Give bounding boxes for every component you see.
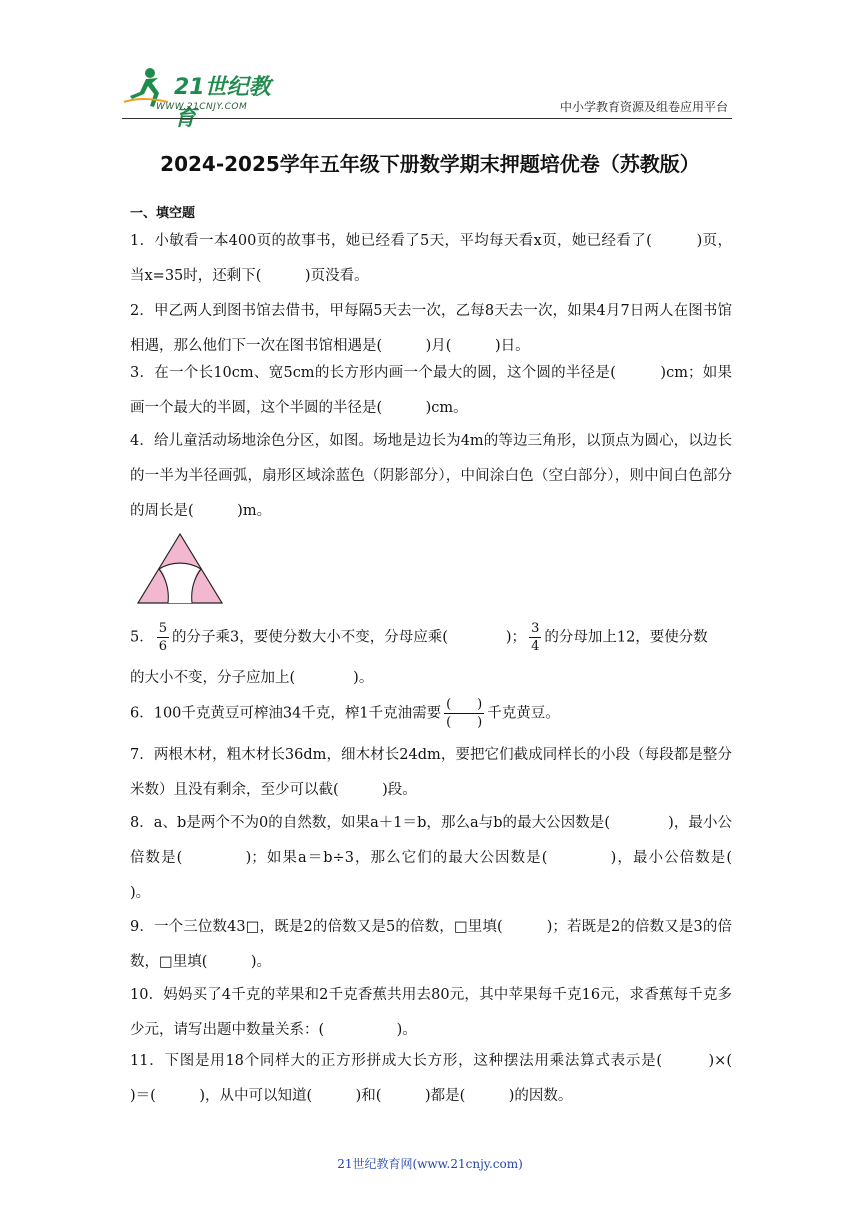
q6-text-a: 6．100千克黄豆可榨油34千克，榨1千克油需要 xyxy=(130,705,442,722)
page-header xyxy=(0,0,860,131)
question-11: 11．下图是用18个同样大的正方形拼成大长方形，这种摆法用乘法算式表示是( )×( )＝( )，从中可以知道( )和( )都是( )的因数。 xyxy=(130,1053,776,1104)
logo-url: WWW.21CNJY.COM xyxy=(156,102,248,112)
question-9: 9．一个三位数43□，既是2的倍数又是5的倍数，□里填( )；若既是2的倍数又是3的倍数，□里填( )。 xyxy=(130,919,732,970)
platform-slogan: 中小学教育资源及组卷应用平台 xyxy=(559,100,728,114)
logo-text: 21世纪教育 xyxy=(174,75,271,131)
q5-text-c: 的分母加上12，要使分数 xyxy=(544,629,708,646)
page-title: 2024-2025学年五年级下册数学期末押题培优卷（苏教版） xyxy=(160,152,700,176)
q5-fraction-2: $\frac{3}{4}$ xyxy=(531,621,540,654)
question-2: 2．甲乙两人到图书馆去借书，甲每隔5天去一次，乙每8天去一次，如果4月7日两人在图书馆相遇，那么他们下一次在图书馆相遇是( )月( )日。 xyxy=(130,303,732,354)
question-7: 7．两根木材，粗木材长36dm，细木材长24dm，要把它们截成同样长的小段（每段都是整分米数）且没有剩余，至少可以截( )段。 xyxy=(130,747,732,798)
section-heading: 一、填空题 xyxy=(130,206,196,221)
triangle-figure xyxy=(136,532,224,610)
question-8: 8．a、b是两个不为0的自然数，如果a＋1＝b，那么a与b的最大公因数是( )，最小公倍数是( )；如果a＝b÷3，那么它们的最大公因数是( )，最小公倍数是( )。 xyxy=(130,815,790,901)
question-6 xyxy=(130,698,732,729)
question-5-line-2: 的大小不变，分子应加上( )。 xyxy=(130,670,374,686)
question-3: 3．在一个长10cm、宽5cm的长方形内画一个最大的圆，这个圆的半径是( )cm；如果画一个最大的半圆，这个半圆的半径是( )cm。 xyxy=(130,365,732,416)
question-4: 4．给儿童活动场地涂色分区，如图。场地是边长为4m的等边三角形，以顶点为圆心，以边长的一半为半径画弧，扇形区域涂蓝色（阴影部分），中间涂白色（空白部分），则中间白色部分的周长是( )m。 xyxy=(130,433,732,519)
q5-prefix: 5． xyxy=(130,629,154,646)
site-logo[interactable] xyxy=(122,66,292,131)
q5-text-b: 的分子乘3，要使分数大小不变，分母应乘( )； xyxy=(172,629,527,646)
question-5 xyxy=(130,622,732,653)
q6-text-b: 千克黄豆。 xyxy=(487,705,560,722)
header-divider xyxy=(122,118,732,119)
q5-fraction-1: $\frac{5}{6}$ xyxy=(158,621,168,654)
q6-fraction-blank: $\frac{( )}{( )}$ xyxy=(446,697,483,730)
question-1: 1．小敏看一本400页的故事书，她已经看了5天，平均每天看x页，她已经看了( )页，当x=35时，还剩下( )页没看。 xyxy=(130,233,732,284)
page-footer[interactable]: 21世纪教育网(www.21cnjy.com) xyxy=(337,1157,523,1171)
question-10: 10．妈妈买了4千克的苹果和2千克香蕉共用去80元，其中苹果每千克16元，求香蕉每千克多少元，请写出题中数量关系：( )。 xyxy=(130,987,732,1038)
